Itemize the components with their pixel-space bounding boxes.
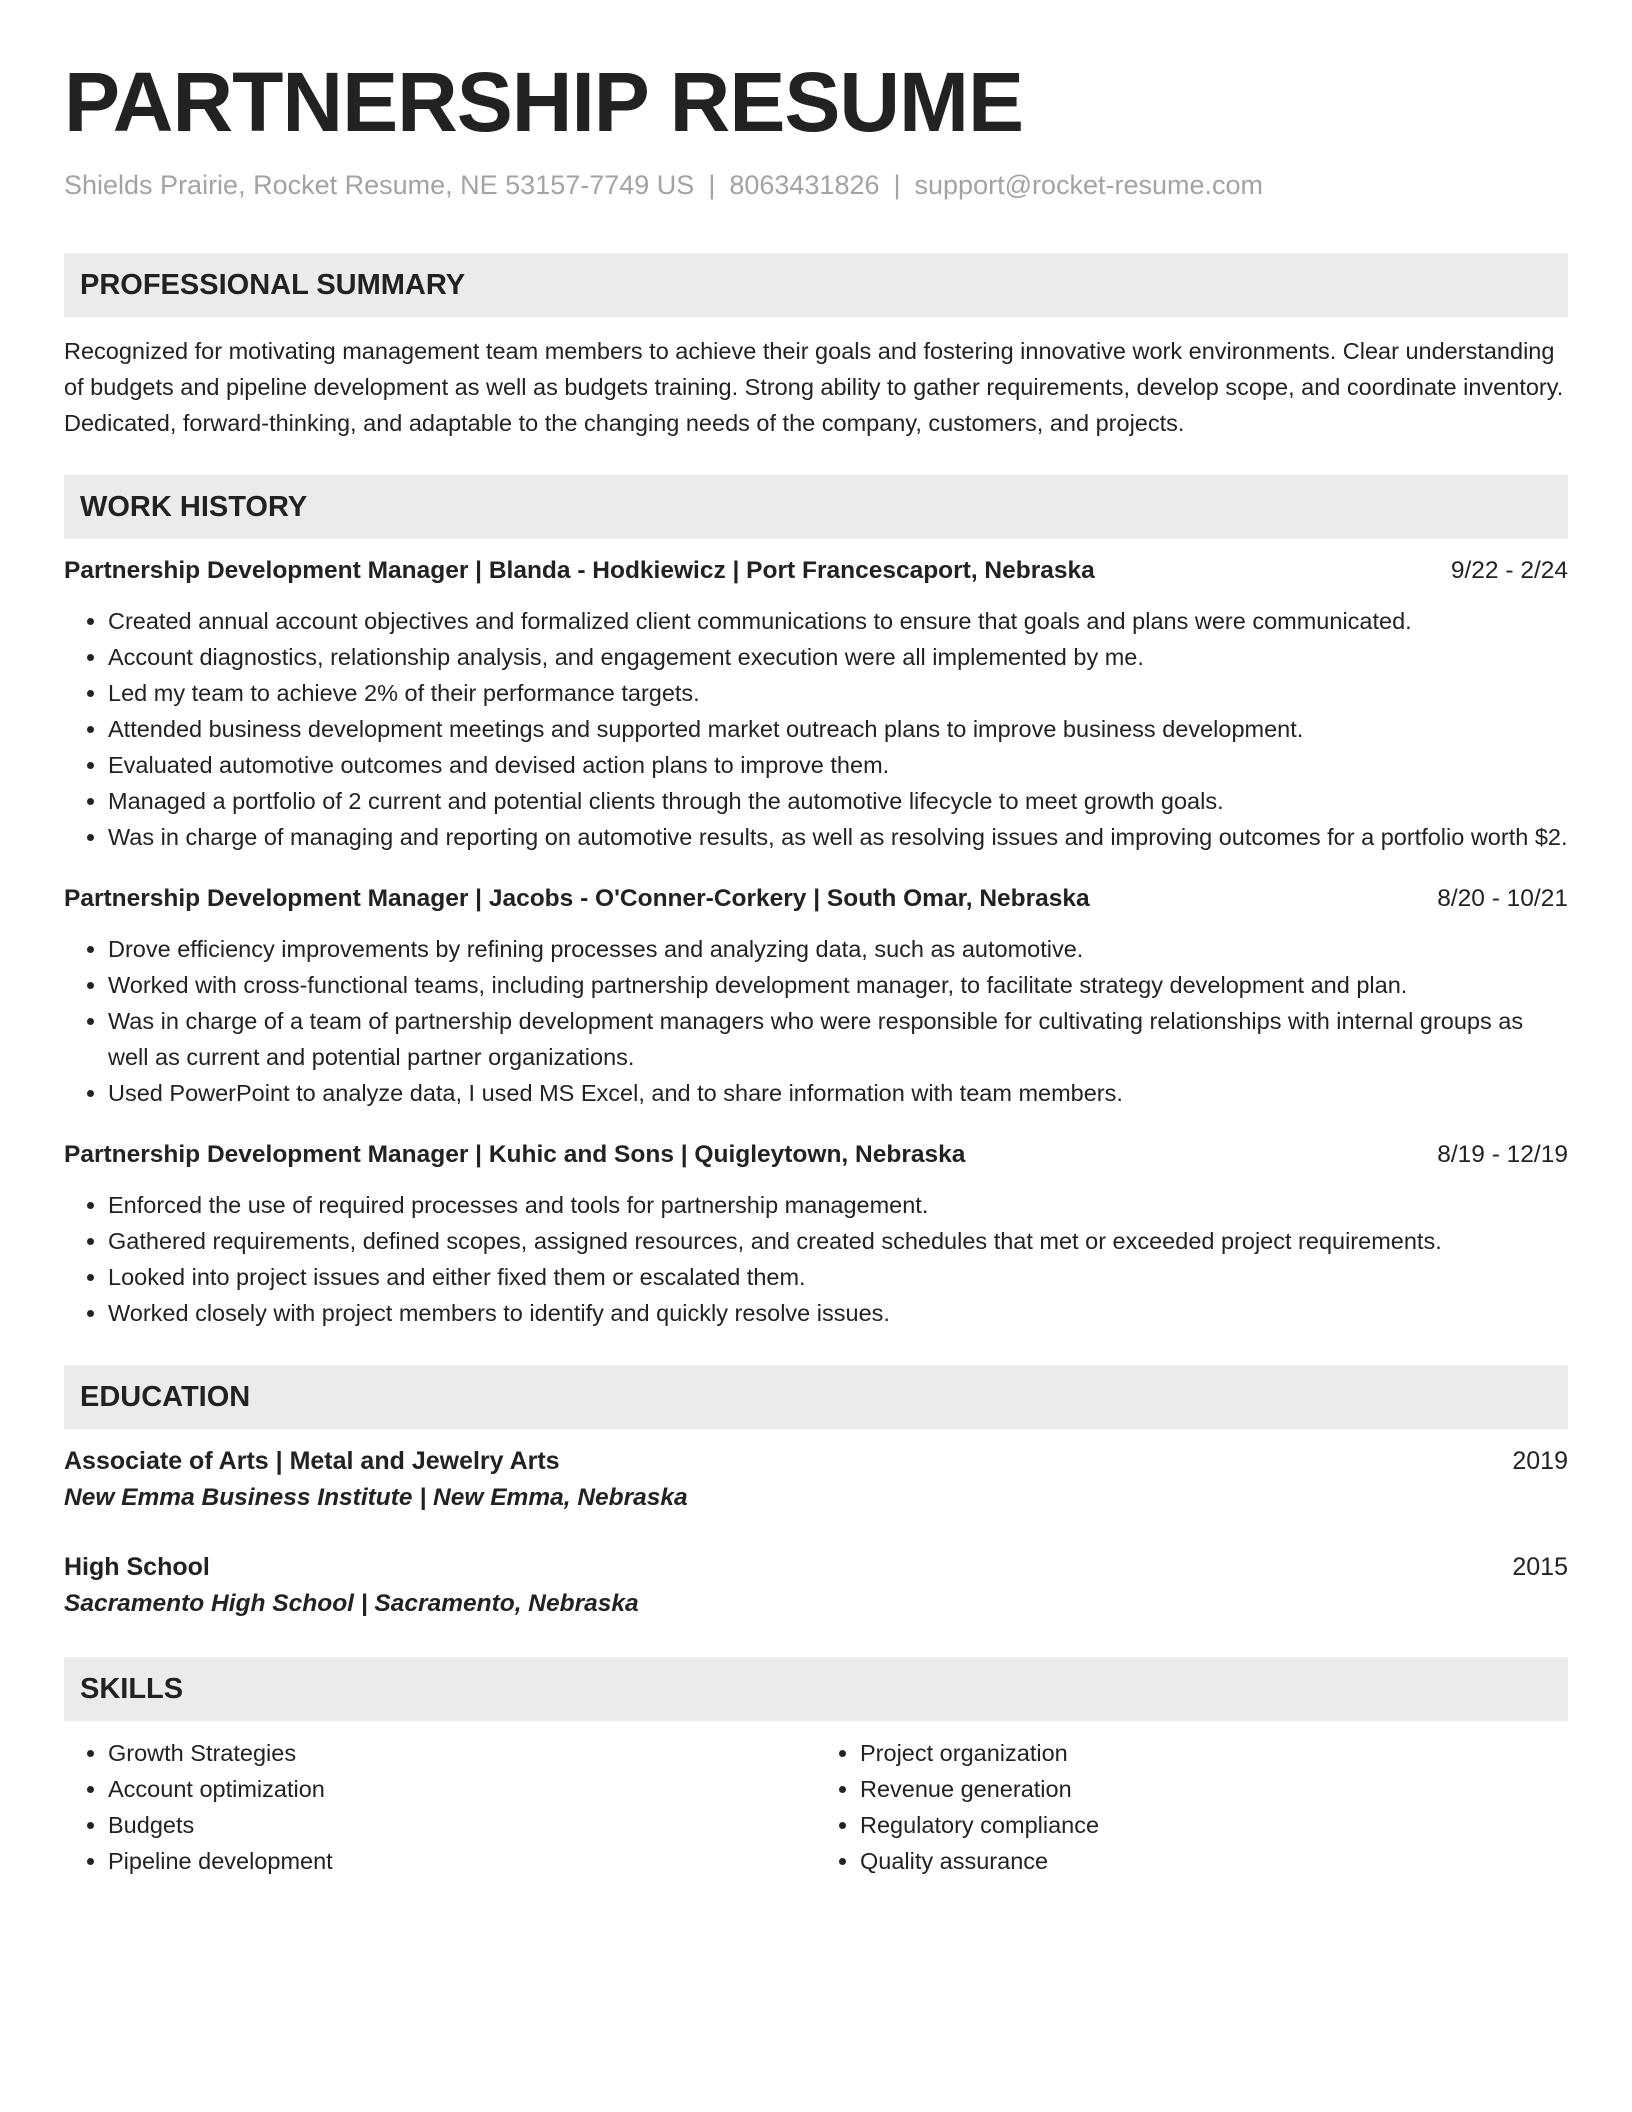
skill-item: • Growth Strategies bbox=[108, 1735, 816, 1771]
skill-item: • Budgets bbox=[108, 1807, 816, 1843]
job-bullet: • Enforced the use of required processes and tools for partnership management. bbox=[108, 1187, 1568, 1223]
contact-email: support@rocket-resume.com bbox=[914, 170, 1264, 200]
job-dates: 8/19 - 12/19 bbox=[1437, 1141, 1568, 1168]
education-year: 2019 bbox=[1512, 1447, 1568, 1475]
education-degree: High School bbox=[64, 1553, 210, 1581]
section-heading-work-history: WORK HISTORY bbox=[64, 475, 1568, 539]
education-degree: Associate of Arts | Metal and Jewelry Arts bbox=[64, 1447, 560, 1475]
education-school: Sacramento High School | Sacramento, Nebraska bbox=[64, 1590, 639, 1617]
job-dates: 8/20 - 10/21 bbox=[1437, 885, 1568, 912]
job-bullet: • Account diagnostics, relationship analysis, and engagement execution were all implemented by me. bbox=[108, 639, 1568, 675]
education-entry bbox=[64, 1549, 1568, 1623]
job-title: Partnership Development Manager | Blanda - Hodkiewicz | Port Francescaport, Nebraska bbox=[64, 557, 1095, 584]
job-bullet: • Looked into project issues and either fixed them or escalated them. bbox=[108, 1259, 1568, 1295]
contact-address: Shields Prairie, Rocket Resume, NE 53157-7749 US bbox=[64, 170, 695, 200]
job-title: Partnership Development Manager | Jacobs - O'Conner-Corkery | South Omar, Nebraska bbox=[64, 885, 1090, 912]
contact-separator: | bbox=[893, 170, 901, 200]
contact-separator: | bbox=[708, 170, 716, 200]
job-bullet: • Was in charge of a team of partnership development managers who were responsible for cultivating relationships with internal groups as well as current and potential partner organizations. bbox=[108, 1003, 1568, 1075]
job-bullet: • Evaluated automotive outcomes and devised action plans to improve them. bbox=[108, 747, 1568, 783]
skills-column-left bbox=[64, 1735, 816, 1879]
job-bullet: • Attended business development meetings and supported market outreach plans to improve business development. bbox=[108, 711, 1568, 747]
education-entry bbox=[64, 1443, 1568, 1517]
resume-page bbox=[64, 55, 1568, 1879]
job-entry bbox=[64, 1137, 1568, 1331]
job-dates: 9/22 - 2/24 bbox=[1450, 557, 1568, 584]
skills-column-right bbox=[816, 1735, 1568, 1879]
skill-item: • Quality assurance bbox=[860, 1843, 1568, 1879]
summary-text: Recognized for motivating management team members to achieve their goals and fostering innovative work environments. Clear understanding of budgets and pipeline development as well as budgets training. Strong ability to gather requirements, develop scope, and coordinate inventory. Dedicated, forward-thinking, and adaptable to the changing needs of the company, customers, and projects. bbox=[64, 338, 1564, 436]
job-bullet: • Drove efficiency improvements by refining processes and analyzing data, such as automotive. bbox=[108, 931, 1568, 967]
contact-phone: 8063431826 bbox=[729, 170, 880, 200]
section-heading-summary: PROFESSIONAL SUMMARY bbox=[64, 253, 1568, 317]
job-title: Partnership Development Manager | Kuhic and Sons | Quigleytown, Nebraska bbox=[64, 1141, 966, 1168]
job-entry bbox=[64, 881, 1568, 1111]
skill-item: • Account optimization bbox=[108, 1771, 816, 1807]
job-bullets bbox=[64, 931, 1568, 1111]
education-year: 2015 bbox=[1512, 1553, 1568, 1581]
skill-item: • Project organization bbox=[860, 1735, 1568, 1771]
job-entry bbox=[64, 553, 1568, 855]
job-bullet: • Was in charge of managing and reporting on automotive results, as well as resolving issues and improving outcomes for a portfolio worth $2. bbox=[108, 819, 1568, 855]
skill-item: • Pipeline development bbox=[108, 1843, 816, 1879]
section-heading-skills: SKILLS bbox=[64, 1657, 1568, 1721]
job-bullet: • Worked with cross-functional teams, including partnership development manager, to facilitate strategy development and plan. bbox=[108, 967, 1568, 1003]
skills-list bbox=[64, 1735, 1568, 1879]
job-bullet: • Worked closely with project members to identify and quickly resolve issues. bbox=[108, 1295, 1568, 1331]
job-bullet: • Managed a portfolio of 2 current and potential clients through the automotive lifecycle to meet growth goals. bbox=[108, 783, 1568, 819]
job-bullet: • Gathered requirements, defined scopes, assigned resources, and created schedules that met or exceeded project requirements. bbox=[108, 1223, 1568, 1259]
job-bullets bbox=[64, 1187, 1568, 1331]
section-heading-education: EDUCATION bbox=[64, 1365, 1568, 1429]
skill-item: • Revenue generation bbox=[860, 1771, 1568, 1807]
education-school: New Emma Business Institute | New Emma, Nebraska bbox=[64, 1484, 688, 1511]
resume-title: PARTNERSHIP RESUME bbox=[64, 55, 1024, 149]
job-bullet: • Used PowerPoint to analyze data, I used MS Excel, and to share information with team members. bbox=[108, 1075, 1568, 1111]
contact-line bbox=[64, 170, 1568, 201]
skill-item: • Regulatory compliance bbox=[860, 1807, 1568, 1843]
job-bullets bbox=[64, 603, 1568, 855]
job-bullet: • Led my team to achieve 2% of their performance targets. bbox=[108, 675, 1568, 711]
job-bullet: • Created annual account objectives and formalized client communications to ensure that goals and plans were communicated. bbox=[108, 603, 1568, 639]
